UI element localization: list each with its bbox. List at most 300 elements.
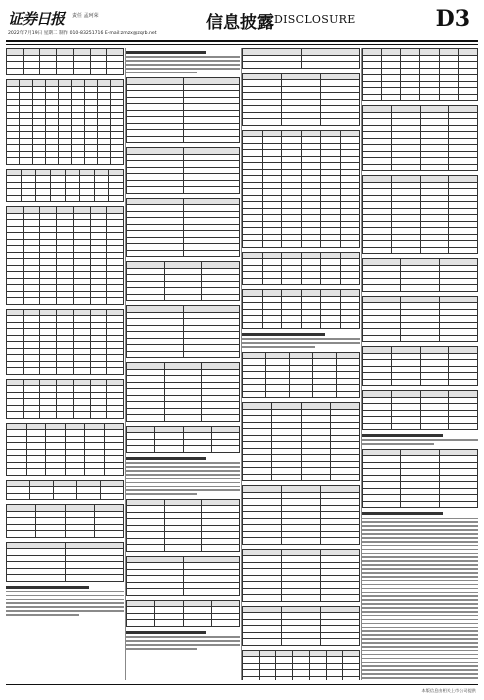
- table-cell: [363, 335, 401, 342]
- text-line: [362, 588, 478, 590]
- text-line: [362, 553, 478, 555]
- table-cell: [65, 469, 85, 476]
- text-line: [126, 56, 240, 58]
- table-row: [363, 285, 478, 292]
- disclosure-table: [126, 305, 240, 358]
- table-row: [127, 415, 240, 422]
- disclosure-table: [242, 289, 360, 329]
- disclosure-table: [242, 402, 360, 481]
- text-line: [126, 478, 240, 480]
- table-row: [7, 158, 124, 165]
- body-text-block: [126, 457, 240, 495]
- text-line: [362, 630, 478, 632]
- text-line: [126, 470, 240, 472]
- table-cell: [343, 676, 360, 680]
- table-cell: [243, 676, 260, 680]
- text-line: [362, 677, 478, 679]
- table-cell: [363, 423, 392, 430]
- disclosure-table: [242, 48, 360, 69]
- table-row: [243, 538, 360, 545]
- text-line: [6, 610, 124, 612]
- table-cell: [301, 62, 360, 69]
- table-cell: [127, 446, 155, 453]
- text-line: [126, 466, 240, 468]
- table-cell: [73, 298, 90, 305]
- table-cell: [73, 68, 90, 75]
- table-cell: [127, 250, 184, 257]
- table-row: [243, 595, 360, 602]
- table-cell: [40, 68, 57, 75]
- text-line: [126, 636, 240, 638]
- table-cell: [301, 278, 321, 285]
- text-heading: [362, 512, 443, 515]
- table-cell: [127, 589, 184, 596]
- body-text-block: [126, 51, 240, 73]
- table-cell: [289, 391, 312, 398]
- table-cell: [7, 195, 22, 202]
- table-cell: [336, 391, 359, 398]
- table-cell: [72, 158, 85, 165]
- table-cell: [40, 298, 57, 305]
- table-cell: [326, 676, 343, 680]
- table-cell: [7, 469, 27, 476]
- table-row: [363, 501, 478, 508]
- text-line: [362, 556, 478, 558]
- disclosure-table: [362, 175, 478, 254]
- column-4: [362, 48, 478, 680]
- disclosure-table: [126, 426, 240, 453]
- table-cell: [90, 368, 107, 375]
- disclosure-table: [126, 147, 240, 194]
- table-cell: [40, 368, 57, 375]
- text-line: [362, 634, 478, 636]
- table-cell: [401, 285, 439, 292]
- table-cell: [23, 298, 40, 305]
- table-row: [127, 351, 240, 358]
- text-line: [362, 541, 478, 543]
- table-cell: [46, 158, 59, 165]
- table-cell: [57, 68, 74, 75]
- table-cell: [243, 119, 282, 126]
- table-cell: [107, 412, 124, 419]
- body-text-block: [362, 512, 478, 680]
- table-cell: [90, 68, 107, 75]
- table-cell: [164, 294, 202, 301]
- text-line: [126, 640, 240, 642]
- table-cell: [420, 423, 449, 430]
- table-row: [127, 250, 240, 257]
- text-line: [362, 572, 478, 574]
- text-line: [362, 650, 478, 652]
- newspaper-logo: 证券日报: [8, 10, 65, 28]
- text-line: [6, 602, 124, 604]
- disclosure-table: [6, 309, 124, 375]
- text-line: [362, 623, 478, 625]
- table-cell: [104, 469, 124, 476]
- disclosure-table: [6, 169, 124, 203]
- table-cell: [293, 676, 310, 680]
- text-line: [6, 599, 124, 601]
- table-cell: [100, 493, 123, 500]
- table-cell: [65, 195, 80, 202]
- text-line: [362, 627, 478, 629]
- table-cell: [243, 595, 282, 602]
- disclosure-table: [6, 542, 124, 582]
- table-cell: [363, 379, 392, 386]
- table-cell: [340, 322, 360, 329]
- table-cell: [363, 164, 392, 171]
- disclosure-table: [242, 549, 360, 602]
- table-cell: [107, 368, 124, 375]
- table-cell: [301, 322, 321, 329]
- table-cell: [59, 158, 72, 165]
- table-cell: [57, 412, 74, 419]
- table-cell: [46, 469, 66, 476]
- table-cell: [65, 575, 124, 582]
- table-cell: [301, 474, 330, 481]
- text-line: [362, 533, 478, 535]
- footer-note: 本版信息由相关上市公司提供: [421, 688, 476, 693]
- page-number: D3: [435, 6, 470, 32]
- text-line: [362, 673, 478, 675]
- table-cell: [313, 391, 336, 398]
- text-line: [126, 486, 240, 488]
- table-cell: [321, 278, 341, 285]
- section-title: 信息披露: [206, 13, 274, 33]
- table-cell: [127, 545, 165, 552]
- table-cell: [77, 493, 100, 500]
- text-line: [362, 564, 478, 566]
- disclosure-table: [126, 362, 240, 422]
- table-row: [243, 278, 360, 285]
- table-cell: [449, 164, 478, 171]
- table-cell: [23, 68, 40, 75]
- table-cell: [21, 195, 36, 202]
- table-cell: [382, 94, 401, 101]
- table-cell: [183, 250, 240, 257]
- body-text-block: [362, 434, 478, 445]
- disclosure-table: [126, 499, 240, 552]
- table-cell: [80, 195, 95, 202]
- disclosure-table: [126, 198, 240, 258]
- table-row: [243, 391, 360, 398]
- text-line: [126, 64, 240, 66]
- table-row: [7, 195, 124, 202]
- table-row: [7, 368, 124, 375]
- text-heading: [6, 586, 89, 589]
- text-line: [362, 518, 478, 520]
- table-cell: [94, 195, 109, 202]
- table-cell: [282, 119, 321, 126]
- disclosure-table: [242, 252, 360, 286]
- table-cell: [36, 195, 51, 202]
- table-cell: [57, 298, 74, 305]
- text-line: [362, 545, 478, 547]
- disclosure-table: [242, 73, 360, 126]
- table-cell: [439, 94, 458, 101]
- table-cell: [164, 415, 202, 422]
- table-cell: [243, 322, 263, 329]
- text-line: [362, 615, 478, 617]
- disclosure-table: [362, 390, 478, 430]
- table-row: [363, 94, 478, 101]
- table-cell: [243, 538, 282, 545]
- text-line: [362, 576, 478, 578]
- table-cell: [391, 423, 420, 430]
- table-cell: [57, 368, 74, 375]
- column-2: [126, 48, 240, 680]
- table-cell: [85, 469, 105, 476]
- text-line: [362, 669, 478, 671]
- disclosure-table: [362, 296, 478, 343]
- text-line: [362, 603, 478, 605]
- text-line: [362, 549, 478, 551]
- disclosure-table: [6, 206, 124, 305]
- table-cell: [107, 298, 124, 305]
- table-cell: [458, 94, 477, 101]
- disclosure-table: [6, 79, 124, 165]
- table-cell: [7, 493, 30, 500]
- editor-credit: 责任 孟珂荣: [72, 13, 99, 19]
- table-cell: [449, 423, 478, 430]
- table-cell: [127, 187, 184, 194]
- table-cell: [183, 620, 211, 627]
- text-line: [6, 595, 124, 597]
- table-cell: [330, 474, 359, 481]
- table-row: [363, 379, 478, 386]
- text-line: [362, 529, 478, 531]
- table-cell: [111, 158, 124, 165]
- table-row: [243, 639, 360, 646]
- table-cell: [340, 241, 360, 248]
- table-cell: [183, 187, 240, 194]
- body-text-block: [6, 586, 124, 616]
- table-row: [243, 62, 360, 69]
- table-row: [127, 589, 240, 596]
- table-cell: [98, 158, 111, 165]
- table-cell: [33, 158, 46, 165]
- table-cell: [391, 164, 420, 171]
- text-heading: [126, 631, 206, 634]
- table-row: [127, 294, 240, 301]
- table-row: [127, 136, 240, 143]
- text-line: [6, 606, 124, 608]
- text-line: [362, 595, 478, 597]
- table-cell: [243, 62, 302, 69]
- disclosure-table: [242, 352, 360, 399]
- table-cell: [50, 195, 65, 202]
- text-line: [362, 537, 478, 539]
- text-line: [362, 654, 478, 656]
- table-cell: [211, 620, 239, 627]
- table-cell: [363, 247, 392, 254]
- table-cell: [40, 412, 57, 419]
- masthead: [6, 6, 478, 38]
- text-line: [126, 482, 240, 484]
- table-cell: [65, 531, 94, 538]
- table-cell: [439, 501, 477, 508]
- disclosure-table: [126, 77, 240, 143]
- disclosure-table: [6, 423, 124, 476]
- table-row: [7, 531, 124, 538]
- table-cell: [202, 415, 240, 422]
- table-cell: [282, 241, 302, 248]
- text-line: [242, 342, 360, 344]
- table-cell: [321, 538, 360, 545]
- text-line: [362, 443, 434, 445]
- table-cell: [7, 575, 66, 582]
- table-cell: [127, 415, 165, 422]
- disclosure-table: [6, 379, 124, 419]
- text-line: [362, 439, 478, 441]
- table-cell: [73, 412, 90, 419]
- column-1: [6, 48, 124, 680]
- text-line: [126, 72, 197, 74]
- text-line: [362, 607, 478, 609]
- table-row: [7, 298, 124, 305]
- text-line: [126, 60, 240, 62]
- text-line: [126, 489, 240, 491]
- table-cell: [282, 538, 321, 545]
- table-cell: [243, 241, 263, 248]
- table-row: [243, 676, 360, 680]
- text-line: [362, 521, 478, 523]
- table-row: [243, 119, 360, 126]
- table-cell: [439, 335, 477, 342]
- disclosure-table: [362, 346, 478, 386]
- body-text-block: [242, 333, 360, 348]
- disclosure-table: [242, 650, 360, 680]
- text-line: [6, 591, 124, 593]
- table-cell: [282, 278, 302, 285]
- table-cell: [449, 247, 478, 254]
- text-line: [126, 644, 240, 646]
- table-cell: [36, 531, 65, 538]
- table-row: [127, 446, 240, 453]
- text-line: [126, 68, 240, 70]
- table-cell: [439, 285, 477, 292]
- table-cell: [259, 676, 276, 680]
- table-cell: [85, 158, 98, 165]
- table-cell: [211, 446, 239, 453]
- table-cell: [155, 620, 183, 627]
- table-cell: [262, 322, 282, 329]
- table-cell: [7, 68, 24, 75]
- table-cell: [183, 446, 211, 453]
- text-heading: [126, 457, 206, 460]
- table-cell: [401, 501, 439, 508]
- text-heading: [126, 51, 206, 54]
- table-row: [243, 241, 360, 248]
- table-cell: [301, 241, 321, 248]
- table-cell: [127, 294, 165, 301]
- table-row: [7, 469, 124, 476]
- text-line: [242, 346, 315, 348]
- table-cell: [7, 158, 20, 165]
- table-cell: [202, 294, 240, 301]
- table-row: [7, 412, 124, 419]
- table-cell: [420, 379, 449, 386]
- table-cell: [420, 164, 449, 171]
- disclosure-content: [6, 48, 478, 680]
- table-cell: [309, 676, 326, 680]
- table-row: [363, 247, 478, 254]
- table-cell: [20, 158, 33, 165]
- disclosure-table: [6, 48, 124, 75]
- text-line: [6, 614, 79, 616]
- table-row: [243, 474, 360, 481]
- table-cell: [127, 136, 184, 143]
- table-cell: [276, 676, 293, 680]
- table-cell: [127, 351, 184, 358]
- text-line: [126, 474, 240, 476]
- text-line: [362, 525, 478, 527]
- text-line: [362, 584, 478, 586]
- issue-info-line: 2022年7月19日 星期二 制作 010-83251716 E-mail:zmzx@zqrb.net: [8, 31, 157, 36]
- section-title-english: DISCLOSURE: [274, 13, 356, 26]
- table-cell: [391, 247, 420, 254]
- text-line: [362, 658, 478, 660]
- table-cell: [7, 531, 36, 538]
- table-row: [363, 423, 478, 430]
- table-cell: [243, 639, 282, 646]
- text-line: [362, 580, 478, 582]
- text-line: [362, 592, 478, 594]
- table-cell: [282, 595, 321, 602]
- table-cell: [321, 322, 341, 329]
- table-cell: [420, 247, 449, 254]
- disclosure-table: [126, 600, 240, 627]
- table-cell: [321, 241, 341, 248]
- table-cell: [183, 136, 240, 143]
- text-line: [242, 338, 360, 340]
- text-line: [362, 568, 478, 570]
- disclosure-table: [362, 258, 478, 292]
- table-row: [7, 575, 124, 582]
- table-cell: [26, 469, 46, 476]
- table-row: [7, 493, 124, 500]
- table-cell: [183, 351, 240, 358]
- table-cell: [7, 368, 24, 375]
- text-line: [362, 662, 478, 664]
- table-row: [243, 322, 360, 329]
- table-row: [127, 545, 240, 552]
- disclosure-table: [6, 504, 124, 538]
- table-cell: [401, 335, 439, 342]
- table-cell: [7, 298, 24, 305]
- table-cell: [340, 278, 360, 285]
- text-line: [126, 462, 240, 464]
- table-cell: [282, 639, 321, 646]
- table-cell: [262, 278, 282, 285]
- masthead-rule-thin: [6, 44, 478, 45]
- table-cell: [94, 531, 123, 538]
- table-cell: [23, 412, 40, 419]
- text-line: [362, 619, 478, 621]
- table-cell: [420, 94, 439, 101]
- table-row: [127, 620, 240, 627]
- table-cell: [73, 368, 90, 375]
- table-cell: [90, 412, 107, 419]
- table-cell: [363, 285, 401, 292]
- disclosure-table: [242, 606, 360, 646]
- disclosure-table: [126, 556, 240, 596]
- table-cell: [243, 278, 263, 285]
- table-cell: [202, 545, 240, 552]
- body-text-block: [126, 631, 240, 650]
- table-cell: [23, 368, 40, 375]
- table-cell: [321, 119, 360, 126]
